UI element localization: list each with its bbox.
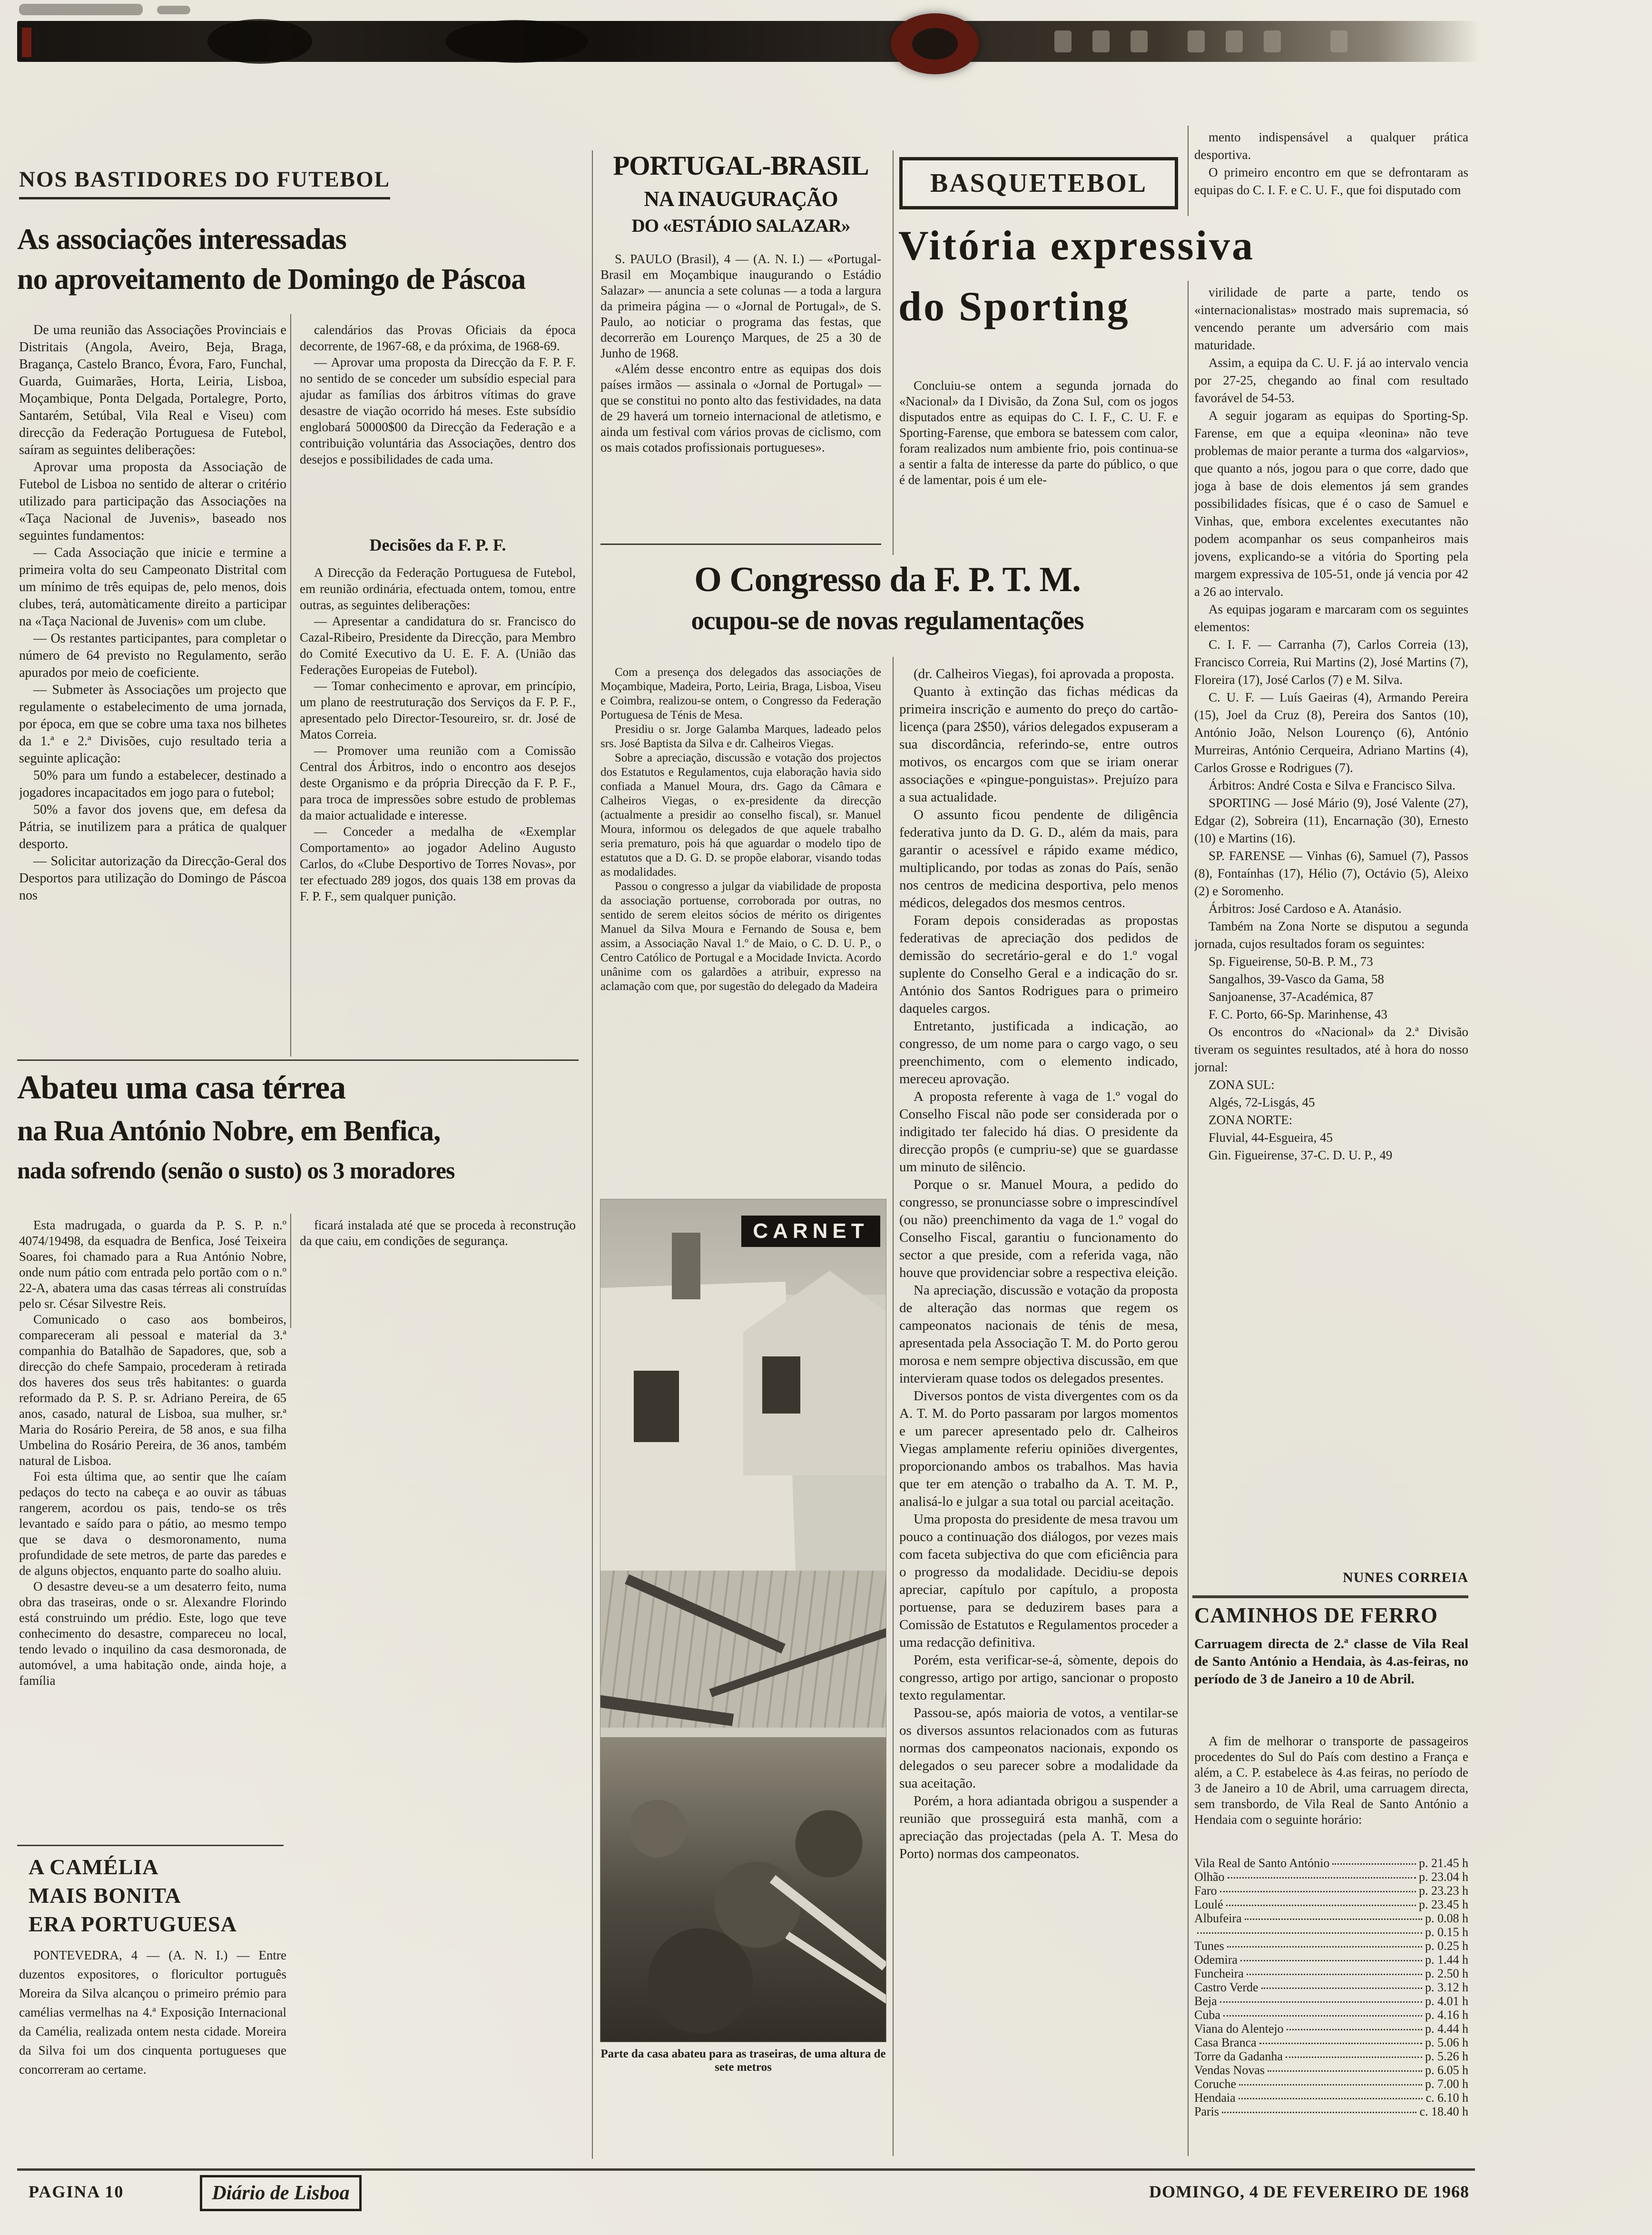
article-paragraph: 50% a favor dos jovens que, em defesa da Pátria, se inutilizem para a prática de qualquer desporto. bbox=[19, 802, 286, 851]
masthead-letterform bbox=[1054, 30, 1072, 52]
schedule-row bbox=[1194, 2077, 1468, 2091]
article-paragraph: O primeiro encontro em que se defrontaram as equipas do C. I. F. e C. U. F., que foi disputado com bbox=[1194, 165, 1468, 197]
column-rule bbox=[893, 657, 894, 2156]
departure-time: p. 23.45 h bbox=[1419, 1898, 1468, 1911]
masthead-letterform bbox=[1092, 30, 1110, 52]
dotted-leader bbox=[1240, 1960, 1422, 1961]
station-name: Tunes bbox=[1194, 1939, 1224, 1953]
schedule-row bbox=[1194, 2063, 1468, 2077]
article-paragraph: ZONA SUL: bbox=[1209, 1078, 1275, 1092]
station-name: Faro bbox=[1194, 1884, 1217, 1898]
section-rule bbox=[600, 544, 881, 545]
basquetebol-box-label: BASQUETEBOL bbox=[930, 168, 1148, 198]
departure-time: p. 5.26 h bbox=[1425, 2049, 1468, 2063]
article-paragraph: Na apreciação, discussão e votação da proposta de alteração das normas que regem os campeonatos nacionais de ténis de mesa, apresentada pela Associação T. M. do Porto gerou morosa e nem sempre objectiva discussão, em que intervieram quase todos os delegados presentes. bbox=[899, 1283, 1178, 1386]
station-name: Castro Verde bbox=[1194, 1980, 1259, 1994]
section-rule bbox=[1192, 1595, 1468, 1598]
dotted-leader bbox=[1220, 1891, 1416, 1892]
carnet-label-text: CARNET bbox=[753, 1219, 869, 1243]
article-paragraph: SPORTING — José Mário (9), José Valente (27), Edgar (2), Sobreira (11), Encarnação (30), Ernesto (10) e Martins (16). bbox=[1194, 796, 1468, 845]
article-sporting-col-left bbox=[899, 378, 1178, 554]
headline-vitoria-line2: do Sporting bbox=[898, 284, 1130, 330]
station-name: Odemira bbox=[1194, 1953, 1238, 1967]
photo-window bbox=[762, 1356, 800, 1414]
schedule-row bbox=[1194, 1898, 1468, 1911]
article-paragraph: Concluiu-se ontem a segunda jornada do «Nacional» da I Divisão, da Zona Sul, com os jogos disputados entre as equipas do C. I. F., C. U. F. e Sporting-Farense, que embora se batessem com calor, foram realizados num ambiente frio, pois continua-se a sentir a falta de interesse da parte do público, o que é de lamentar, pois é um ele- bbox=[899, 378, 1178, 487]
article-sporting-col-right bbox=[1194, 284, 1468, 1564]
departure-time: p. 21.45 h bbox=[1419, 1856, 1468, 1870]
headline-congresso-line1: O Congresso da F. P. T. M. bbox=[694, 560, 1081, 599]
article-camelia-body bbox=[19, 1946, 286, 2150]
dotted-leader bbox=[1332, 1863, 1416, 1865]
article-paragraph: calendários das Provas Oficiais da época decorrente, de 1967-68, e da próxima, de 1968-69. bbox=[300, 323, 576, 353]
headline-camelia-line2: MAIS BONITA bbox=[29, 1883, 181, 1908]
article-sporting-col-right-top bbox=[1194, 129, 1468, 217]
article-paragraph: Árbitros: André Costa e Silva e Francisco Silva. bbox=[1209, 778, 1455, 792]
departure-time: p. 23.04 h bbox=[1419, 1870, 1468, 1884]
dotted-leader bbox=[1223, 2015, 1422, 2017]
article-paragraph: — Conceder a medalha de «Exemplar Comportamento» ao jogador Adelino Augusto Carlos, do «Clube Desportivo de Torres Novas», por ter efectuado 289 jogos, dos quais 138 em provas da F. P. F., sem qualquer punição. bbox=[300, 824, 576, 903]
headline-casa-line2: na Rua António Nobre, em Benfica, bbox=[17, 1115, 441, 1147]
article-paragraph: S. PAULO (Brasil), 4 — (A. N. I.) — «Portugal-Brasil em Moçambique inaugurando o Estádio Salazar» — anuncia a sete colunas — a toda a largura da primeira página — o «Jornal de Portugal», de S. Paulo, ao noticiar o programa das festas, que decorrerão em Lourenço Marques, de 25 a 30 de Junho de 1968. bbox=[600, 252, 881, 360]
photo-sky bbox=[600, 1199, 886, 1295]
masthead-ink-blot bbox=[445, 20, 588, 63]
dotted-leader bbox=[1259, 2043, 1422, 2044]
station-name: Viana do Alentejo bbox=[1194, 2022, 1284, 2036]
masthead-smudge bbox=[19, 4, 143, 15]
departure-time: p. 6.05 h bbox=[1425, 2063, 1468, 2077]
article-paragraph: — Tomar conhecimento e aprovar, em princípio, um plano de reestruturação dos Serviços da F. P. F., apresentado pelo Director-Tesoureiro, sr. dr. José de Matos Correia. bbox=[300, 679, 576, 742]
station-name: Vila Real de Santo António bbox=[1194, 1856, 1330, 1870]
dotted-leader bbox=[1247, 1974, 1422, 1975]
schedule-row bbox=[1194, 2022, 1468, 2036]
article-paragraph: Assim, a equipa da C. U. F. já ao intervalo vencia por 27-25, chegando ao final com resultado favorável de 54-53. bbox=[1194, 356, 1468, 405]
headline-camelia-line1: A CAMÉLIA bbox=[29, 1855, 159, 1879]
station-name: Hendaia bbox=[1194, 2091, 1236, 2105]
article-paragraph: Aprovar uma proposta da Associação de Futebol de Lisboa no sentido de alterar o critério utilizado para participação das Associações na «Taça Nacional de Juvenis», baseado nos seguintes fundamentos: bbox=[19, 460, 286, 543]
article-paragraph: Sobre a apreciação, discussão e votação dos projectos dos Estatutos e Regulamentos, cuja elaboração havia sido confiada a Manuel Moura, drs. Gago da Câmara e Calheiros Viegas, o ex-presidente da direcção (actualmente a presidir ao conselho fiscal), sr. Manuel Moura, informou os delegados de que aquele trabalho seria prematuro, pois há que aguardar o modelo tipo de estatutos que a D. G. D. se propõe elaborar, visando todas as modalidades. bbox=[600, 752, 881, 879]
article-paragraph: mento indispensável a qualquer prática desportiva. bbox=[1194, 130, 1468, 162]
news-photo-collapsed-house bbox=[600, 1199, 886, 2042]
article-paragraph: Uma proposta do presidente de mesa travou um pouco a continuação dos diálogos, por vezes mais com faceta subjectiva do que com eficiência para o progresso da modalidade. Decidiu-se depois apreciar, capítulo por capítulo, a proposta portuense, para se deduzirem bases para a Comissão de Estatutos e Regulamentos proceder a uma redacção definitiva. bbox=[899, 1512, 1178, 1650]
headline-casa-line3: nada sofrendo (senão o susto) os 3 moradores bbox=[17, 1157, 455, 1184]
article-paragraph: 50% para um fundo a estabelecer, destinado a jogadores incapacitados em jogo para o futebol; bbox=[19, 768, 286, 800]
departure-time: p. 7.00 h bbox=[1425, 2077, 1468, 2091]
article-paragraph: «Além desse encontro entre as equipas dos dois países irmãos — assinala o «Jornal de Portugal» — que se constitui no ponto alto das festividades, na data de 29 haverá um torneio internacional de atletismo, e ainda um festival com vários provas de ciclismo, com os mais cotados profissionais portugueses». bbox=[600, 362, 881, 455]
departure-time: p. 0.08 h bbox=[1425, 1911, 1468, 1925]
article-paragraph: Presidiu o sr. Jorge Galamba Marques, ladeado pelos srs. José Baptista da Silva e dr. Calheiros Viegas. bbox=[600, 723, 881, 750]
dotted-leader bbox=[1239, 2084, 1422, 2086]
article-casa-col2 bbox=[300, 1217, 576, 1286]
column-rule bbox=[290, 1214, 291, 1328]
edition-date: DOMINGO, 4 DE FEVEREIRO DE 1968 bbox=[1149, 2182, 1469, 2201]
station-name: Loulé bbox=[1194, 1898, 1223, 1911]
article-paragraph: A fim de melhorar o transporte de passageiros procedentes do Sul do País com destino a França e além, a C. P. estabelece às 4.as feiras, no período de 3 de Janeiro a 10 de Abril, uma carruagem directa, sem transbordo, de Vila Real de Santo António a Hendaia com o seguinte horário: bbox=[1194, 1734, 1468, 1827]
schedule-row bbox=[1194, 2049, 1468, 2063]
footer-rule bbox=[17, 2168, 1475, 2171]
station-name: Coruche bbox=[1194, 2077, 1237, 2091]
caminhos-body bbox=[1194, 1733, 1468, 1851]
station-name: Cuba bbox=[1194, 2008, 1220, 2022]
article-paragraph: — Os restantes participantes, para completar o número de 64 previsto no Regulamento, serão apurados por meio de coeficiente. bbox=[19, 631, 286, 680]
dotted-leader bbox=[1226, 1905, 1416, 1906]
article-paragraph: SP. FARENSE — Vinhas (6), Samuel (7), Passos (8), Fontaínhas (17), Hélio (7), Octávio (5), Aleixo (2) e Soromenho. bbox=[1194, 849, 1468, 898]
masthead-letterform bbox=[1226, 30, 1243, 52]
departure-time: p. 3.12 h bbox=[1425, 1980, 1468, 1994]
column-rule bbox=[1188, 281, 1189, 2156]
article-paragraph: Algés, 72-Lisgás, 45 bbox=[1209, 1095, 1315, 1109]
dotted-leader bbox=[1197, 1932, 1422, 1934]
article-paragraph: — Submeter às Associações um projecto que regulamente o estabelecimento de uma jornada, por época, em que se cobre uma taxa nos bilhetes da 1.ª e 2.ª Divisões, cujo resultado teria a seguinte aplicação: bbox=[19, 682, 286, 766]
schedule-row bbox=[1194, 1967, 1468, 1980]
dotted-leader bbox=[1286, 2057, 1422, 2058]
masthead-red-ring bbox=[891, 13, 979, 74]
article-paragraph: Passou o congresso a julgar da viabilidade de proposta da associação portuense, corroborada por outras, no sentido de serem eleitos sócios de mérito os dirigentes Manuel da Silva Moura e Fernando de Sousa e, bem assim, a Associação Naval 1.º de Maio, o C. D. U. P., o Centro Católico de Portugal e a Mocidade Invicta. Acordo unânime com os galardões a atribuir, expresso na aclamação com que, por sugestão do delegado da Madeira bbox=[600, 880, 881, 993]
schedule-row bbox=[1194, 1953, 1468, 1967]
dotted-leader bbox=[1239, 2098, 1423, 2099]
article-associacoes-col1 bbox=[19, 322, 286, 1057]
column-rule bbox=[1188, 126, 1189, 216]
departure-time: c. 18.40 h bbox=[1419, 2105, 1468, 2118]
schedule-row bbox=[1194, 2036, 1468, 2049]
headline-associacoes-line1: As associações interessadas bbox=[17, 223, 346, 256]
departure-time: p. 4.01 h bbox=[1425, 1994, 1468, 2008]
station-name: Torre da Gadanha bbox=[1194, 2049, 1283, 2063]
article-paragraph: Sp. Figueirense, 50-B. P. M., 73 bbox=[1209, 954, 1373, 969]
article-paragraph: Porque o sr. Manuel Moura, a pedido do congresso, se pronunciasse sobre o imprescindível (ou não) preenchimento da vaga de 1.º vogal do Conselho Fiscal, garantiu o funcionamento do sector a que preside, com a referida vaga, não houve que providenciar sobre a respectiva eleição. bbox=[899, 1177, 1178, 1280]
schedule-row bbox=[1194, 1870, 1468, 1884]
article-paragraph: C. U. F. — Luís Gaeiras (4), Armando Pereira (15), Joel da Cruz (8), Pereira dos Santos (10), António João, Nelson Lourenço (6), António Murreiras, António Cerqueira, Adriano Martins (4), Carlos Grosse e Rodrigues (7). bbox=[1194, 690, 1468, 775]
article-paragraph: Foram depois consideradas as propostas federativas de apreciação dos pedidos de demissão do secretário-geral e do 1.º vogal suplente do Conselho Geral e a indicação do sr. António dos Santos Rodrigues para o primeiro daqueles cargos. bbox=[899, 913, 1178, 1016]
column-rule bbox=[290, 314, 291, 1057]
dotted-leader bbox=[1228, 1877, 1416, 1879]
headline-associacoes-line2: no aproveitamento de Domingo de Páscoa bbox=[17, 263, 526, 296]
article-paragraph: — Cada Associação que inicie e termine a primeira volta do seu Campeonato Distrital com um mínimo de três equipas de, pelo menos, dois clubes, terá, automàticamente direito a participar na «Taça Nacional de Juvenis» com um clube. bbox=[19, 545, 286, 629]
dotted-leader bbox=[1227, 1946, 1422, 1948]
article-paragraph: virilidade de parte a parte, tendo os «internacionalistas» mostrado mais supremacia, só vencendo perante um adversário com mais maturidade. bbox=[1194, 285, 1468, 352]
article-paragraph: Fluvial, 44-Esgueira, 45 bbox=[1209, 1130, 1333, 1145]
kicker-text: NOS BASTIDORES DO FUTEBOL bbox=[19, 167, 390, 199]
station-name: Albufeira bbox=[1194, 1911, 1242, 1925]
dotted-leader bbox=[1268, 2070, 1422, 2072]
headline-congresso-line2: ocupou-se de novas regulamentações bbox=[691, 606, 1084, 635]
article-paragraph: Esta madrugada, o guarda da P. S. P. n.º 4074/19498, da esquadra de Benfica, José Teixeira Soares, foi chamado para a Rua António Nobre, onde num pátio com entrada pelo portão com o n.º 22-A, abatera uma das casas térreas ali construídas pelo sr. César Silvestre Reis. bbox=[19, 1218, 286, 1311]
article-paragraph: Sanjoanense, 37-Académica, 87 bbox=[1209, 989, 1374, 1004]
schedule-row bbox=[1194, 2105, 1468, 2118]
article-paragraph: Comunicado o caso aos bombeiros, compareceram ali pessoal e material da 3.ª companhia do Batalhão de Sapadores, que, sob a direcção do chefe Sampaio, procederam à retirada dos haveres dos seus três habitantes: o guarda reformado da P. S. P. sr. Adriano Pereira, de 65 anos, casado, natural de Lisboa, sua mulher, sr.ª Maria do Rosário Pereira, de 58 anos, e sua filha Umbelina do Rosário Pereira, de 36 anos, também natural de Lisboa. bbox=[19, 1312, 286, 1468]
article-paragraph: O desastre deveu-se a um desaterro feito, numa obra das traseiras, onde o sr. Alexandre Florindo está construindo um prédio. Este, logo que teve conhecimento do desastre, compareceu no local, tendo levado o inquilino da casa desmoronada, de automóvel, a uma habitação onde, ainda hoje, a família bbox=[19, 1579, 286, 1688]
basquetebol-box bbox=[899, 157, 1178, 209]
masthead-ink-banner bbox=[17, 21, 1480, 62]
photo-window bbox=[634, 1371, 679, 1442]
masthead-letterform bbox=[1188, 30, 1205, 52]
article-paragraph: — Aprovar uma proposta da Direcção da F. P. F. no sentido de se conceder um subsídio especial para ajudar as famílias dos árbitros vítimas do grave desastre de viação ocorrido há meses. Este subsídio englobará 50000$00 da Direcção da Federação e a contribuição voluntária das Associações, dentro dos desejos e possibilidades de cada uma. bbox=[300, 355, 576, 466]
masthead-letterform bbox=[1330, 30, 1347, 52]
page-number-label: PAGINA 10 bbox=[29, 2182, 124, 2201]
train-schedule-table bbox=[1194, 1856, 1468, 2125]
article-paragraph: Também na Zona Norte se disputou a segunda jornada, cujos resultados foram os seguintes: bbox=[1194, 919, 1468, 951]
article-paragraph: Com a presença dos delegados das associações de Moçambique, Madeira, Porto, Leiria, Braga, Lisboa, Viseu e Coimbra, realizou-se ontem, o Congresso da Federação Portuguesa de Ténis de Mesa. bbox=[600, 666, 881, 722]
article-paragraph: Sangalhos, 39-Vasco da Gama, 58 bbox=[1209, 972, 1384, 986]
dotted-leader bbox=[1261, 1988, 1422, 1989]
article-paragraph: Foi esta última que, ao sentir que lhe caíam pedaços do tecto na cabeça e ao ouvir as tábuas rangerem, acordou os pais, tendo-se os três levantado e saído para o pátio, ao mesmo tempo que se dava o desmoronamento, numa profundidade de sete metros, de parte das paredes e de alguns objectos, enquanto parte do soalho aluiu. bbox=[19, 1469, 286, 1578]
headline-portugal-brasil-line3: DO «ESTÁDIO SALAZAR» bbox=[631, 216, 850, 236]
masthead-letterform bbox=[1131, 30, 1148, 52]
schedule-row bbox=[1194, 1980, 1468, 1994]
headline-camelia-line3: ERA PORTUGUESA bbox=[29, 1912, 237, 1936]
article-paragraph: ficará instalada até que se proceda à reconstrução da que caiu, em condições de segurança. bbox=[300, 1218, 576, 1248]
article-congresso-col1 bbox=[600, 665, 881, 1189]
headline-casa-line1: Abateu uma casa térrea bbox=[17, 1069, 346, 1106]
schedule-row bbox=[1194, 2008, 1468, 2022]
masthead-ink-blot bbox=[207, 19, 312, 64]
column-rule bbox=[893, 150, 894, 555]
photo-rubble bbox=[600, 1737, 886, 2042]
article-paragraph: Gin. Figueirense, 37-C. D. U. P., 49 bbox=[1209, 1148, 1393, 1162]
photo-caption: Parte da casa abateu para as traseiras, de uma altura de sete metros bbox=[600, 2047, 886, 2074]
article-paragraph: Passou-se, após maioria de votos, a ventilar-se os diversos assuntos relacionados com as futuras normas dos campeonatos nacionais, expondo os delegados o seu parecer sobre a modalidade da sua aceitação. bbox=[899, 1705, 1178, 1791]
article-associacoes-col2-top bbox=[300, 322, 576, 531]
article-paragraph: Porém, a hora adiantada obrigou a suspender a reunião que prosseguirá esta manhã, com a apreciação das projectadas (pela A. T. Mesa do Porto) normas dos campeonatos. bbox=[899, 1793, 1178, 1861]
departure-time: p. 5.06 h bbox=[1425, 2036, 1468, 2049]
headline-vitoria-line1: Vitória expressiva bbox=[898, 223, 1255, 269]
article-paragraph: Árbitros: José Cardoso e A. Atanásio. bbox=[1209, 901, 1402, 916]
headline-caminhos-de-ferro: CAMINHOS DE FERRO bbox=[1194, 1603, 1438, 1627]
dotted-leader bbox=[1245, 1919, 1422, 1920]
station-name: Beja bbox=[1194, 1994, 1217, 2008]
headline-portugal-brasil-line2: NA INAUGURAÇÃO bbox=[644, 187, 838, 211]
departure-time: p. 0.25 h bbox=[1425, 1939, 1468, 1953]
section-kicker-futebol bbox=[19, 167, 390, 199]
station-name: Paris bbox=[1194, 2105, 1219, 2118]
schedule-row bbox=[1194, 1925, 1468, 1939]
masthead-letterform bbox=[1264, 30, 1281, 52]
newspaper-name: Diário de Lisboa bbox=[212, 2182, 350, 2204]
article-paragraph: A Direcção da Federação Portuguesa de Futebol, em reunião ordinária, efectuada ontem, tomou, entre outras, as seguintes deliberações: bbox=[300, 565, 576, 612]
schedule-row bbox=[1194, 2091, 1468, 2105]
article-paragraph: C. I. F. — Carranha (7), Carlos Correia (13), Francisco Correia, Rui Martins (2), José Martins (7), Floreira (17), José Carlos (7) e M. Silva. bbox=[1194, 637, 1468, 687]
subhead-decisoes-fpf: Decisões da F. P. F. bbox=[369, 535, 506, 554]
departure-time: p. 2.50 h bbox=[1425, 1967, 1468, 1980]
article-paragraph: Porém, esta verificar-se-á, sòmente, depois do congresso, artigo por artigo, sancionar o proposto texto regulamentar. bbox=[899, 1652, 1178, 1703]
departure-time: p. 1.44 h bbox=[1425, 1953, 1468, 1967]
article-paragraph: A seguir jogaram as equipas do Sporting-Sp. Farense, em que a equipa «leonina» não teve problemas de maior perante a turma dos «algarvios», que quanto a nós, jogou para o que corre, dado que joga à base de dois elementos já sem grandes possibilidades físicas, que é o caso de Samuel e Vinhas, que, embora excelentes executantes não podem acompanhar os seus companheiros mais jovens, explicando-se a vitória do Sporting pela margem expressiva de 105-51, onde já vencia por 42 a 26 ao intervalo. bbox=[1194, 408, 1468, 599]
section-rule bbox=[17, 1059, 579, 1061]
article-congresso-col2 bbox=[899, 665, 1178, 2153]
carnet-label bbox=[741, 1216, 880, 1247]
section-rule bbox=[17, 1845, 284, 1846]
column-rule bbox=[592, 150, 593, 2159]
article-paragraph: As equipas jogaram e marcaram com os seguintes elementos: bbox=[1194, 602, 1468, 634]
dotted-leader bbox=[1220, 2001, 1422, 2003]
article-paragraph: PONTEVEDRA, 4 — (A. N. I.) — Entre duzentos expositores, o floricultor português Moreira da Silva alcançou o primeiro prémio para camélias vermelhas na 4.ª Exposição Internacional da Camélia, realizada ontem nesta cidade. Moreira da Silva foi um dos cinquenta portugueses que concorreram ao certame. bbox=[19, 1948, 286, 2077]
article-paragraph: A proposta referente à vaga de 1.º vogal do Conselho Fiscal não pode ser considerada por o indigitado ter falecido há dias. O presidente da direcção propôs (e cumpriu-se) que se guardasse um minuto de silêncio. bbox=[899, 1089, 1178, 1175]
article-paragraph: De uma reunião das Associações Provinciais e Distritais (Angola, Aveiro, Beja, Braga, Bragança, Castelo Branco, Évora, Faro, Funchal, Guarda, Guimarães, Horta, Leiria, Lisboa, Moçambique, Ponta Delgada, Portalegre, Porto, Santarém, Setúbal, Vila Real e Viseu) com direcção da Federação Portuguesa de Futebol, saíram as seguintes deliberações: bbox=[19, 323, 286, 457]
dotted-leader bbox=[1287, 2029, 1422, 2030]
article-paragraph: ZONA NORTE: bbox=[1209, 1113, 1293, 1127]
article-paragraph: — Promover uma reunião com a Comissão Central dos Árbitros, indo o encontro aos desejos deste Organismo e da própria Direcção da F. P. F., para troca de impressões sobre estudo de problemas da maior actualidade e interesse. bbox=[300, 743, 576, 822]
article-paragraph: F. C. Porto, 66-Sp. Marinhense, 43 bbox=[1209, 1007, 1387, 1021]
article-paragraph: Os encontros do «Nacional» da 2.ª Divisão tiveram os seguintes resultados, até à hora do nosso jornal: bbox=[1194, 1025, 1468, 1074]
newspaper-nameplate bbox=[200, 2175, 362, 2211]
article-portugal-brasil-body bbox=[600, 251, 881, 537]
station-name: Casa Branca bbox=[1194, 2036, 1257, 2049]
byline-nunes-correia: NUNES CORREIA bbox=[1343, 1570, 1468, 1585]
schedule-row bbox=[1194, 1856, 1468, 1870]
departure-time: p. 23.23 h bbox=[1419, 1884, 1468, 1898]
article-paragraph: (dr. Calheiros Viegas), foi aprovada a proposta. bbox=[914, 666, 1174, 682]
caminhos-lead bbox=[1194, 1635, 1468, 1729]
station-name: Olhão bbox=[1194, 1870, 1225, 1884]
headline-portugal-brasil-line1: PORTUGAL-BRASIL bbox=[613, 151, 869, 181]
photo-chimney bbox=[672, 1233, 700, 1299]
schedule-row bbox=[1194, 1911, 1468, 1925]
departure-time: c. 6.10 h bbox=[1426, 2091, 1468, 2105]
schedule-row bbox=[1194, 1939, 1468, 1953]
schedule-row bbox=[1194, 1884, 1468, 1898]
article-paragraph: Quanto à extinção das fichas médicas da primeira inscrição e aumento do preço do cartão-licença (para 2$50), vários delegados expuseram a sua discordância, referindo-se, entre outros motivos, os encargos com que se iriam onerar associações e «pingue-ponguistas». Prejuízo para a sua actualidade. bbox=[899, 684, 1178, 805]
dotted-leader bbox=[1222, 2112, 1416, 2113]
station-name: Vendas Novas bbox=[1194, 2063, 1265, 2077]
article-paragraph: Entretanto, justificada a indicação, ao congresso, de um nome para o cargo vago, o seu preenchimento, com o elemento indicado, mereceu aprovação. bbox=[899, 1019, 1178, 1087]
station-name: Funcheira bbox=[1194, 1967, 1244, 1980]
article-paragraph: Diversos pontos de vista divergentes com os da A. T. M. do Porto passaram por largos momentos e um parecer apresentado pelo dr. Calheiros Viegas amplamente referiu opiniões divergentes, proporcionando ambos os trabalhos. Mas havia que ter em atenção o trabalho da A. T. M. P., analisá-lo e julgar a sua total ou parcial aceitação. bbox=[899, 1388, 1178, 1509]
departure-time: p. 4.44 h bbox=[1425, 2022, 1468, 2036]
departure-time: p. 4.16 h bbox=[1425, 2008, 1468, 2022]
article-associacoes-col2-bottom bbox=[300, 564, 576, 1056]
article-paragraph: — Solicitar autorização da Direcção-Geral dos Desportos para utilização do Domingo de Páscoa nos bbox=[19, 854, 286, 903]
article-casa-col1 bbox=[19, 1217, 286, 1839]
masthead-red-mark bbox=[22, 28, 31, 57]
article-paragraph: — Apresentar a candidatura do sr. Francisco do Cazal-Ribeiro, Presidente da Direcção, para Membro do Comité Executivo da U. E. F. A. (União das Federações Europeias de Futebol). bbox=[300, 614, 576, 677]
article-paragraph: O assunto ficou pendente de diligência federativa junto da D. G. D., além da mais, para garantir o acessível e rápido exame médico, multiplicando, por todas as zonas do País, senão nos centros de medicina desportiva, pelo menos médicos, delegados dos mesmos centros. bbox=[899, 807, 1178, 910]
schedule-row bbox=[1194, 1994, 1468, 2008]
masthead-smudge bbox=[157, 6, 190, 14]
departure-time: p. 0.15 h bbox=[1425, 1925, 1468, 1939]
lead-paragraph: Carruagem directa de 2.ª classe de Vila Real de Santo António a Hendaia, às 4.as-feiras, no período de 3 de Janeiro a 10 de Abril. bbox=[1194, 1636, 1468, 1687]
